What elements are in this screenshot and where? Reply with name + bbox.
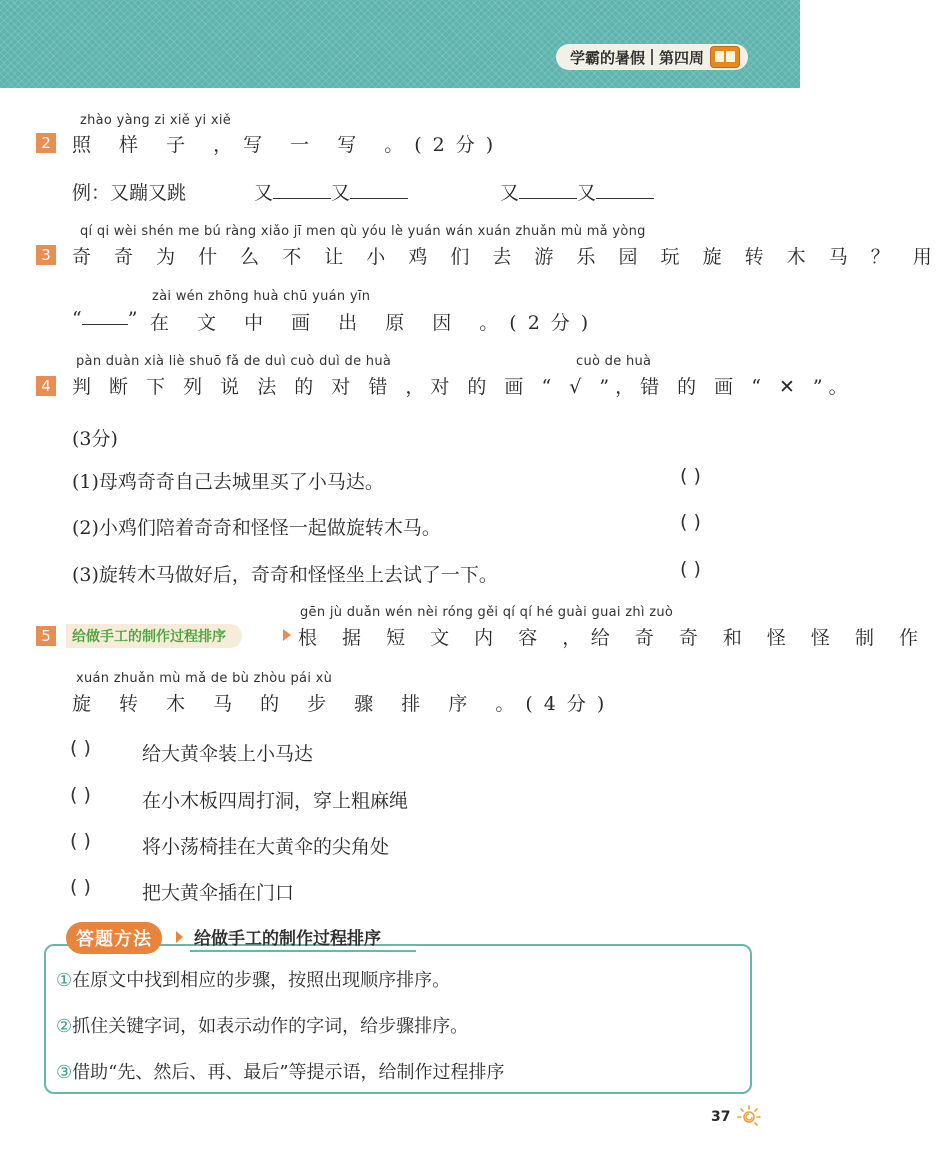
- q2-you-4: 又: [577, 182, 597, 204]
- q5-step-4-answer[interactable]: ( ): [70, 876, 91, 898]
- q2-blank-3[interactable]: [519, 182, 577, 199]
- week-label: 第四周: [658, 48, 704, 67]
- method-tip-3: [56, 1058, 505, 1084]
- tip-3-text: 借助“先、然后、再、最后”等提示语，给制作过程排序: [72, 1062, 505, 1083]
- header-tag: [556, 44, 748, 70]
- book-title: 学霸的暑假: [569, 48, 645, 67]
- q4-answer-3[interactable]: ( ): [680, 558, 701, 580]
- q4-answer-2[interactable]: ( ): [680, 511, 701, 533]
- q5-step-3-answer[interactable]: ( ): [70, 830, 91, 852]
- q5-pinyin-2: xuán zhuǎn mù mǎ de bù zhòu pái xù: [76, 671, 333, 686]
- q2-you-2: 又: [331, 182, 351, 204]
- q3-instruction-2: 在 文 中 画 出 原 因 。(2分): [150, 312, 600, 334]
- q2-number: 2: [36, 133, 56, 153]
- q5-step-1: 给大黄伞装上小马达: [142, 743, 314, 765]
- method-label: 答题方法: [66, 922, 162, 954]
- q5-instruction-2: 旋 转 木 马 的 步 骤 排 序 。(4分): [72, 693, 616, 715]
- q5-step-2: 在小木板四周打洞，穿上粗麻绳: [142, 790, 409, 812]
- q5-number: 5: [36, 626, 56, 646]
- q2-blank-1[interactable]: [273, 182, 331, 199]
- tip-1-text: 在原文中找到相应的步骤，按照出现顺序排序。: [72, 970, 451, 991]
- q4-instruction: 判 断 下 列 说 法 的 对 错 ，对 的 画 “ √ ”，错 的 画 “ ✕ ”。: [72, 376, 854, 398]
- q2-blank-group-1: [254, 178, 408, 205]
- method-title-underline: [190, 950, 416, 952]
- q4-item-1: (1)母鸡奇奇自己去城里买了小马达。: [72, 471, 384, 493]
- q5-step-2-answer[interactable]: ( ): [70, 784, 91, 806]
- q4-number: 4: [36, 376, 56, 396]
- method-tip-1: [56, 966, 450, 992]
- q5-step-3: 将小荡椅挂在大黄伞的尖角处: [142, 836, 390, 858]
- q3-pinyin-2: zài wén zhōng huà chū yuán yīn: [152, 289, 371, 304]
- method-arrow-icon: [176, 931, 183, 943]
- q5-step-4: 把大黄伞插在门口: [142, 882, 295, 904]
- q2-blank-group-2: [500, 178, 654, 205]
- q2-instruction: 照 样 子 ，写 一 写 。(2分): [72, 134, 505, 156]
- method-title: 给做手工的制作过程排序: [194, 929, 381, 949]
- q5-banner: 给做手工的制作过程排序: [66, 624, 242, 648]
- q2-blank-2[interactable]: [350, 182, 408, 199]
- method-tip-2: [56, 1012, 468, 1038]
- q3-quote-blank: [72, 308, 137, 330]
- tip-2-mark: ②: [56, 1016, 73, 1037]
- q2-you-1: 又: [254, 182, 274, 204]
- q3-quote-close: ”: [127, 308, 138, 330]
- q3-blank[interactable]: [82, 308, 128, 325]
- book-icon: [710, 46, 740, 68]
- header-separator: [651, 49, 653, 65]
- page-number: 37: [711, 1109, 731, 1125]
- q4-answer-1[interactable]: ( ): [680, 465, 701, 487]
- q4-score: (3分): [72, 428, 118, 450]
- banner-arrow-icon: [283, 629, 291, 641]
- q2-example: 例：又蹦又跳: [72, 182, 187, 204]
- q4-item-3: (3)旋转木马做好后，奇奇和怪怪坐上去试了一下。: [72, 564, 498, 586]
- tip-2-text: 抓住关键字词，如表示动作的字词，给步骤排序。: [72, 1016, 469, 1037]
- q3-quote-open: “: [72, 308, 82, 330]
- q3-number: 3: [36, 245, 56, 265]
- q5-instruction-1: 根 据 短 文 内 容 ，给 奇 奇 和 怪 怪 制 作: [298, 627, 928, 649]
- q4-pinyin-1: pàn duàn xià liè shuō fǎ de duì cuò duì de huà: [76, 354, 392, 369]
- q2-you-3: 又: [500, 182, 520, 204]
- sun-icon: [736, 1104, 762, 1130]
- q2-pinyin: zhào yàng zi xiě yi xiě: [80, 113, 232, 128]
- q3-instruction-1: 奇 奇 为 什 么 不 让 小 鸡 们 去 游 乐 园 玩 旋 转 木 马 ？ 用: [72, 246, 940, 268]
- q4-item-2: (2)小鸡们陪着奇奇和怪怪一起做旋转木马。: [72, 517, 441, 539]
- tip-1-mark: ①: [56, 970, 73, 991]
- q3-pinyin-1: qí qi wèi shén me bú ràng xiǎo jī men qù yóu lè yuán wán xuán zhuǎn mù mǎ yòng: [80, 224, 646, 239]
- q4-pinyin-2: cuò de huà: [576, 354, 652, 369]
- q5-pinyin-1: gēn jù duǎn wén nèi róng gěi qí qí hé guài guai zhì zuò: [300, 605, 674, 620]
- q5-step-1-answer[interactable]: ( ): [70, 737, 91, 759]
- tip-3-mark: ③: [56, 1062, 73, 1083]
- q2-blank-4[interactable]: [596, 182, 654, 199]
